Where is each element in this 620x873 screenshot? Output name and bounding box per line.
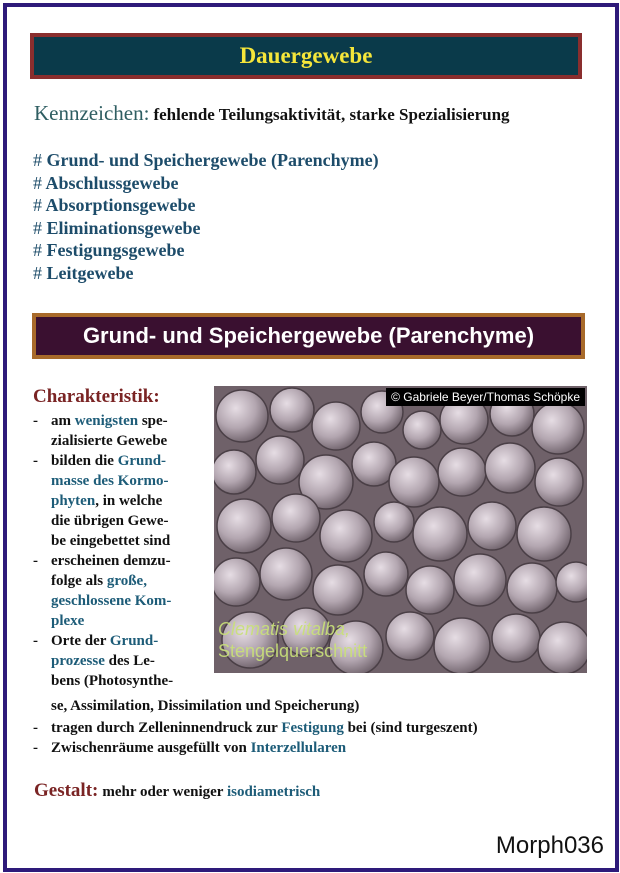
text-line: masse des Kormo- <box>51 473 169 489</box>
bullet-dash: - <box>33 453 38 469</box>
highlight-term: große <box>106 573 144 589</box>
text-line: prozesse des Le- <box>51 653 155 669</box>
highlight-term: isodiametrisch <box>226 784 321 800</box>
list-item: # Festigungsgewebe <box>33 240 185 260</box>
kennzeichen-text: fehlende Teilungsaktivität, starke Spezialisierung <box>153 105 510 124</box>
text-line: folge als große, <box>51 573 147 589</box>
bullet-dash: - <box>33 553 38 569</box>
bullet-dash: - <box>33 720 38 736</box>
gestalt-line <box>34 780 320 802</box>
page-id: Morph036 <box>495 832 604 859</box>
text-line: se, Assimilation, Dissimilation und Speicherung) <box>51 698 360 714</box>
highlight-term: Festigung <box>281 720 344 736</box>
text-line: be eingebettet sind <box>51 533 171 549</box>
list-item: # Eliminationsgewebe <box>33 217 201 238</box>
page-title: Dauergewebe <box>34 37 578 75</box>
highlight-term: wenigsten <box>74 413 139 429</box>
title-banner <box>30 33 582 79</box>
highlight-term: Grund- <box>109 633 159 649</box>
text-line: plexe <box>51 613 85 629</box>
list-item: # Abschlussgewebe <box>33 172 179 193</box>
text-line: zialisierte Gewebe <box>51 433 168 449</box>
section-title: Grund- und Speichergewebe (Parenchyme) <box>36 317 581 355</box>
tissue-type-list <box>33 149 379 284</box>
photo-credit: © Gabriele Beyer/Thomas Schöpke <box>386 388 585 406</box>
highlight-term: prozesse <box>51 653 105 669</box>
list-item: # Absorptionsgewebe <box>33 195 196 215</box>
highlight-term: Interzellularen <box>250 740 347 756</box>
gestalt-text: mehr oder weniger isodiametrisch <box>102 784 321 800</box>
text-line: phyten, in welche <box>51 493 163 509</box>
highlight-term: Grund- <box>117 453 167 469</box>
text-line: erscheinen demzu- <box>51 553 171 569</box>
text-line: bens (Photosynthe- <box>51 673 174 689</box>
photo-caption <box>218 618 367 662</box>
bullet-dash: - <box>33 740 38 756</box>
charakteristik-label: Charakteristik: <box>33 386 160 407</box>
text-line: am wenigsten spe- <box>51 413 168 429</box>
bullet-dash: - <box>33 413 38 429</box>
text-line: tragen durch Zelleninnendruck zur Festigung bei (sind turgeszent) <box>51 720 478 736</box>
text-line: geschlossene Kom- <box>51 593 172 609</box>
bullet-dash: - <box>33 633 38 649</box>
highlight-term: phyten <box>51 493 96 509</box>
gestalt-label: Gestalt: <box>34 780 99 801</box>
caption-species: Clematis vitalba, <box>218 619 351 639</box>
list-item: # Grund- und Speichergewebe (Parenchyme) <box>33 150 379 170</box>
text-line: Orte der Grund- <box>51 633 159 649</box>
parenchyma-micrograph <box>214 386 587 673</box>
kennzeichen-line <box>34 101 510 126</box>
kennzeichen-label: Kennzeichen: <box>34 101 150 125</box>
section-banner <box>32 313 585 359</box>
list-item: # Leitgewebe <box>33 262 134 283</box>
text-line: die übrigen Gewe- <box>51 513 169 529</box>
text-line: bilden die Grund- <box>51 453 167 469</box>
text-line: Zwischenräume ausgefüllt von Interzellularen <box>51 740 347 756</box>
caption-section: Stengelquerschnitt <box>218 641 368 661</box>
